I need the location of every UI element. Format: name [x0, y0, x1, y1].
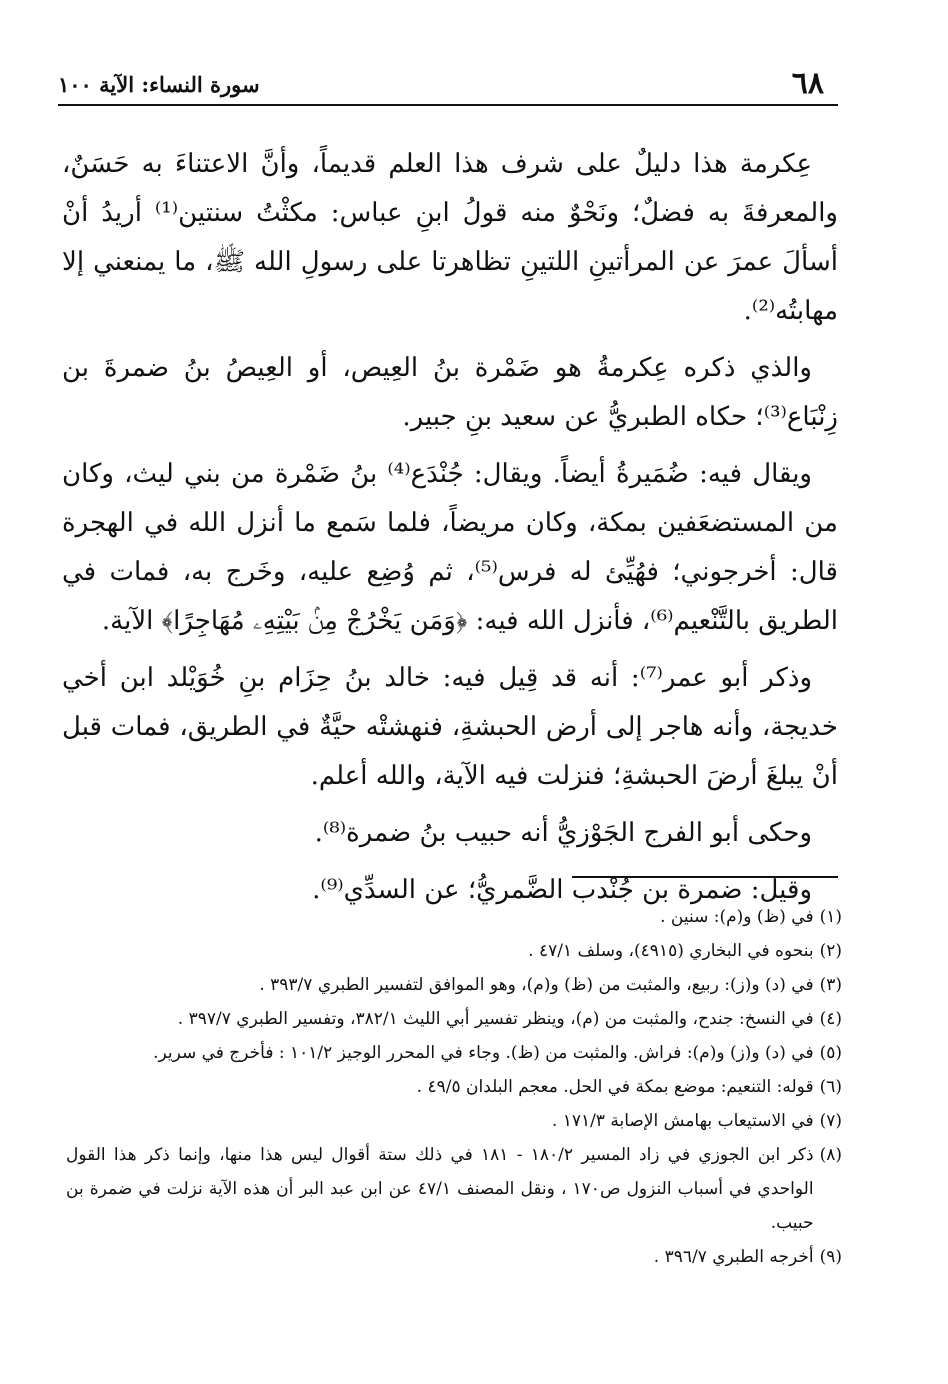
footnote-number: (٩) — [819, 1247, 842, 1267]
footnote — [66, 934, 842, 968]
footnote-text: في النسخ: جندح، والمثبت من (م)، وينظر تفسير أبي الليث ٣٨٢/١، وتفسير الطبري ٣٩٧/٧ . — [177, 1009, 814, 1029]
paragraph: ويقال فيه: ضُمَيرةُ أيضاً. ويقال: جُنْدَع⁽⁴⁾ بنُ ضَمْرة من بني ليث، وكان من المستضعَفين بمكة، وكان مريضاً، فلما سَمع ما أنزل الله في الهجرة قال: أخرجوني؛ فهُيِّئ له فرس⁽⁵⁾، ثم وُضِع عليه، وخَرج به، فمات في الطريق بالتَّنْعيم⁽⁶⁾، فأنزل الله فيه: ﴿وَمَن يَخْرُجْ مِنۢ بَيْتِهِۦ مُهَاجِرًا﴾ الآية. — [62, 459, 838, 636]
paragraph: والذي ذكره عِكرمةُ هو ضَمْرة بنُ العِيص، أو العِيصُ بنُ ضمرةَ بن زِنْبَاع⁽³⁾؛ حكاه الطبريُّ عن سعيد بنِ جبير. — [62, 353, 838, 432]
footnote-text: في (ظ) و(م): سنين . — [660, 907, 814, 927]
paragraph: وذكر أبو عمر⁽⁷⁾: أنه قد قِيل فيه: خالد بنُ حِزَام بنِ خُوَيْلد ابن أخي خديجة، وأنه هاجر إلى أرض الحبشةِ، فنهشتْه حيَّةٌ في الطريق، فمات قبل أنْ يبلغَ أرضَ الحبشةِ؛ فنزلت فيه الآية، والله أعلم. — [62, 663, 838, 791]
footnote-number: (٣) — [819, 975, 842, 995]
paragraph: عِكرمة هذا دليلٌ على شرف هذا العلم قديماً، وأنَّ الاعتناءَ به حَسَنٌ، والمعرفةَ به فضلٌ؛ ونَحْوٌ منه قولُ ابنِ عباس: مكثْتُ سنتين⁽¹⁾ أريدُ أنْ أسألَ عمرَ عن المرأتينِ اللتينِ تظاهرتا على رسولِ الله ﷺ، ما يمنعني إلا مهابتُه⁽²⁾. — [62, 149, 838, 326]
header-divider — [58, 104, 838, 106]
footnote-number: (٤) — [819, 1009, 842, 1029]
main-text — [62, 140, 838, 923]
footnote — [66, 1104, 842, 1138]
running-title: سورة النساء: الآية ١٠٠ — [58, 72, 260, 97]
footnote-number: (٦) — [819, 1077, 842, 1097]
paragraph: وقيل: ضمرة بن جُنْدب الضَّمريُّ؛ عن السدِّي⁽⁹⁾. — [312, 875, 812, 905]
footnote-text: ذكر ابن الجوزي في زاد المسير ١٨٠/٢ - ١٨١ في ذلك ستة أقوال ليس هذا منها، وإنما ذكر هذا القول الواحدي في أسباب النزول ص١٧٠ ، ونقل المصنف ٤٧/١ عن ابن عبد البر أن هذه الآية نزلت في ضمرة بن حبيب. — [66, 1145, 814, 1233]
footnote-divider — [572, 876, 838, 878]
footnote-number: (١) — [819, 907, 842, 927]
page-number: ٦٨ — [791, 66, 824, 101]
footnote — [66, 1036, 842, 1070]
paragraph: وحكى أبو الفرج الجَوْزيُّ أنه حبيب بنُ ضمرة⁽⁸⁾. — [314, 818, 812, 848]
footnote — [66, 1240, 842, 1274]
footnote-number: (٥) — [819, 1043, 842, 1063]
footnote-text: في الاستيعاب بهامش الإصابة ١٧١/٣ . — [551, 1111, 814, 1131]
footnote-text: في (د) و(ز) و(م): فراش. والمثبت من (ظ). وجاء في المحرر الوجيز ١٠١/٢ : فأخرج في سرير. — [153, 1043, 814, 1063]
footnote-number: (٢) — [819, 941, 842, 961]
footnote — [66, 900, 842, 934]
footnote-text: بنحوه في البخاري (٤٩١٥)، وسلف ٤٧/١ . — [528, 941, 814, 961]
footnote-text: في (د) و(ز): ربيع، والمثبت من (ظ) و(م)، وهو الموافق لتفسير الطبري ٣٩٣/٧ . — [259, 975, 814, 995]
footnotes — [66, 900, 842, 1274]
footnote-number: (٨) — [819, 1145, 842, 1165]
page-header — [58, 60, 830, 104]
footnote-text: قوله: التنعيم: موضع بمكة في الحل. معجم البلدان ٤٩/٥ . — [416, 1077, 814, 1097]
footnote — [66, 1138, 842, 1240]
footnote-number: (٧) — [819, 1111, 842, 1131]
footnote — [66, 1002, 842, 1036]
footnote — [66, 968, 842, 1002]
footnote — [66, 1070, 842, 1104]
footnote-text: أخرجه الطبري ٣٩٦/٧ . — [653, 1247, 814, 1267]
